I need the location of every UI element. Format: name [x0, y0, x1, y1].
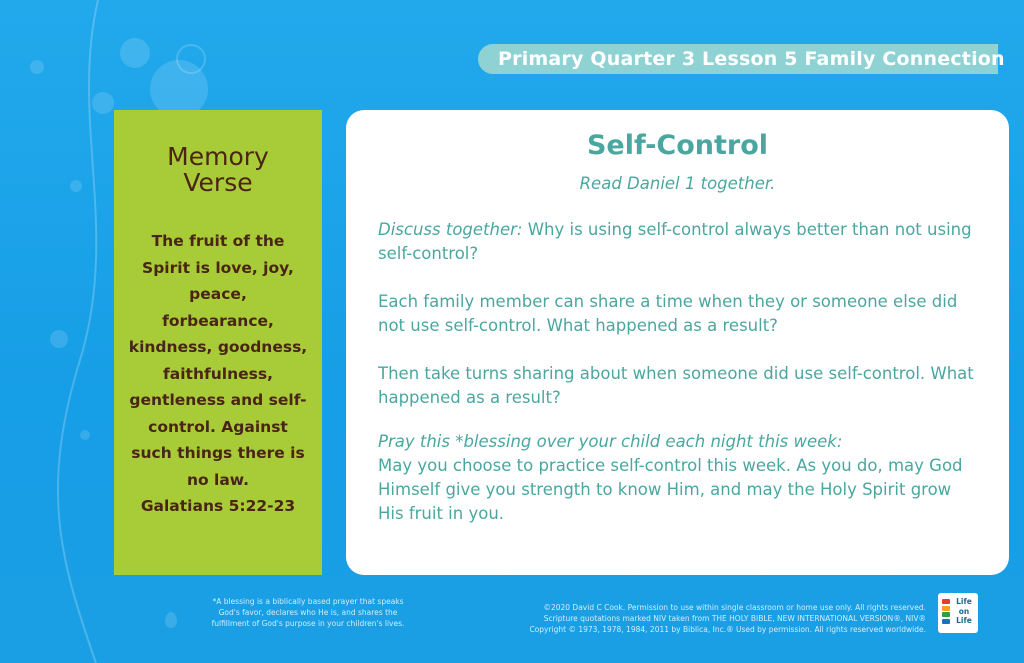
banner-title: Primary Quarter 3 Lesson 5 Family Connection — [498, 48, 1005, 70]
decor-wave — [0, 0, 120, 663]
decor-bubble — [165, 612, 177, 628]
lesson-subtitle: Read Daniel 1 together. — [579, 174, 776, 193]
share-paragraph: Each family member can share a time when they or someone else did not use self-control. What happened as a result? — [378, 292, 958, 335]
decor-bubble — [120, 38, 150, 68]
memory-verse-text — [126, 228, 310, 520]
copyright-line: Scripture quotations marked NIV taken from THE HOLY BIBLE, NEW INTERNATIONAL VERSION®, NIV® — [543, 614, 926, 623]
discuss-label: Discuss together: — [378, 220, 523, 239]
decor-bubble — [176, 44, 206, 74]
memory-verse-card — [114, 110, 322, 575]
copyright-line: Copyright © 1973, 1978, 1984, 2011 by Biblica, Inc.® Used by permission. All rights reserved worldwide. — [529, 625, 926, 634]
footnote-line: *A blessing is a biblically based prayer that speaks — [212, 597, 404, 606]
memory-verse-title — [114, 144, 322, 196]
footnote-line: fulfillment of God's purpose in your children's lives. — [211, 619, 405, 628]
logo-text — [952, 597, 976, 626]
verse-line: faithfulness, — [163, 364, 273, 383]
discuss-paragraph — [378, 218, 981, 266]
verse-line: such things there is — [131, 444, 305, 462]
copyright-line: ©2020 David C Cook. Permission to use within single classroom or home use only. All rights reserved. — [543, 603, 926, 612]
logo-word: Life — [956, 616, 972, 625]
prayer-label: Pray this *blessing over your child each night this week: — [378, 432, 843, 451]
discuss-text: Why is using self-control always better than not using self-control? — [378, 220, 972, 263]
prayer-paragraph — [378, 430, 981, 526]
verse-line: no law. — [186, 470, 250, 489]
copyright-notice — [436, 602, 926, 635]
logo-word: Life — [956, 597, 972, 606]
blessing-footnote — [198, 596, 418, 629]
prayer-text: May you choose to practice self-control this week. As you do, may God Himself give you strength to know Him, and may the Holy Spirit grow His fruit in you. — [378, 456, 963, 523]
verse-line: peace, — [189, 285, 247, 303]
verse-line: gentleness and self- — [129, 391, 307, 409]
verse-line: Spirit is love, joy, — [142, 258, 294, 277]
logo-word: on — [958, 606, 970, 616]
logo-stripes-icon — [942, 599, 950, 627]
life-on-life-logo — [938, 593, 978, 633]
lesson-card — [346, 110, 1009, 575]
memory-title-line: Memory — [167, 142, 269, 171]
verse-line: kindness, goodness, — [128, 338, 308, 356]
lesson-banner — [478, 44, 1005, 74]
verse-line: The fruit of the — [151, 232, 285, 250]
verse-reference: Galatians 5:22-23 — [140, 497, 296, 515]
verse-line: forbearance, — [162, 311, 274, 330]
verse-line: control. Against — [148, 417, 288, 436]
memory-title-line: Verse — [183, 168, 253, 197]
footnote-line: God's favor, declares who He is, and shares the — [218, 608, 398, 617]
turns-paragraph: Then take turns sharing about when someone did use self-control. What happened as a result? — [378, 364, 974, 407]
lesson-title: Self-Control — [586, 130, 769, 161]
